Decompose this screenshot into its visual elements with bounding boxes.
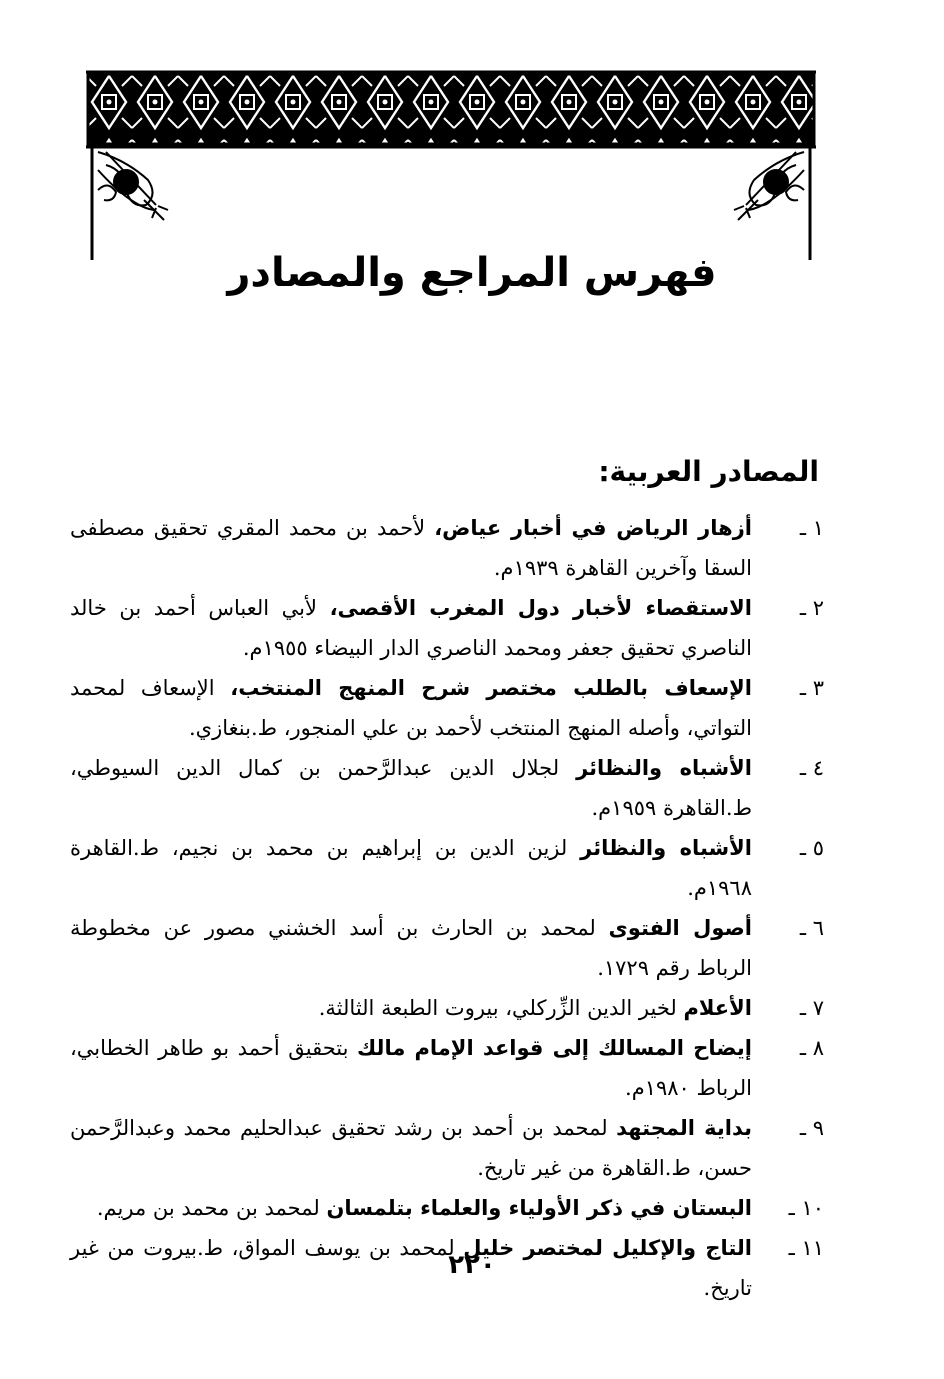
entry-number: ٤ ـ (799, 756, 824, 780)
left-corner-flourish (98, 152, 168, 220)
entry-details: الإسعاف لمحمد التواتي، وأصله المنهج المنتخب لأحمد بن علي المنجور، ط.بنغازي. (70, 676, 752, 740)
entry-details: لمحمد بن الحارث بن أسد الخشني مصور عن مخطوطة الرباط رقم ١٧٢٩. (70, 916, 752, 980)
reference-entry (70, 828, 824, 908)
entry-text (70, 828, 752, 908)
entry-title: الإسعاف بالطلب مختصر شرح المنهج المنتخب، (230, 676, 752, 700)
entry-details: لجلال الدين عبدالرَّحمن بن كمال الدين السيوطي، ط.القاهرة ١٩٥٩م. (70, 756, 752, 820)
reference-entry (70, 508, 824, 588)
entry-text (70, 668, 752, 748)
reference-entry (70, 748, 824, 828)
entry-text (70, 988, 752, 1028)
entry-text (70, 1108, 752, 1188)
page-number: ٢٢٠ (448, 1250, 496, 1280)
entry-details: لأحمد بن محمد المقري تحقيق مصطفى السقا وآخرين القاهرة ١٩٣٩م. (70, 516, 752, 580)
entry-number: ٥ ـ (799, 836, 824, 860)
entry-details: لزين الدين بن إبراهيم بن محمد بن نجيم، ط.القاهرة ١٩٦٨م. (70, 836, 752, 900)
entry-text (70, 588, 752, 668)
entry-number: ١ ـ (799, 516, 824, 540)
right-corner-flourish (734, 152, 804, 220)
entry-title: الأشباه والنظائر (580, 836, 752, 860)
entry-text (70, 508, 752, 588)
reference-entry (70, 988, 824, 1028)
reference-entry (70, 1028, 824, 1108)
reference-entry (70, 588, 824, 668)
decorative-header-frame (86, 70, 816, 265)
entry-details: لمحمد بن محمد بن مريم. (96, 1196, 327, 1220)
entry-title: أصول الفتوى (608, 916, 752, 940)
entry-details: لأبي العباس أحمد بن خالد الناصري تحقيق جعفر ومحمد الناصري الدار البيضاء ١٩٥٥م. (70, 596, 752, 660)
entry-number: ٧ ـ (799, 996, 824, 1020)
entry-title: التاج والإكليل لمختصر خليل (463, 1236, 752, 1260)
entry-text (70, 908, 752, 988)
entry-details: لمحمد بن أحمد بن رشد تحقيق عبدالحليم محمد وعبدالرَّحمن حسن، ط.القاهرة من غير تاريخ. (70, 1116, 752, 1180)
entry-title: الأعلام (683, 996, 752, 1020)
entry-title: الأشباه والنظائر (576, 756, 752, 780)
reference-entry (70, 1108, 824, 1188)
entry-details: لخير الدين الزِّركلي، بيروت الطبعة الثالثة. (318, 996, 684, 1020)
entry-details: لمحمد بن يوسف المواق، ط.بيروت من غير تاريخ. (70, 1236, 752, 1300)
references-list (70, 508, 824, 1308)
page-title: فهرس المراجع والمصادر (227, 250, 717, 296)
section-heading: المصادر العربية: (598, 455, 819, 488)
entry-title: بداية المجتهد (616, 1116, 752, 1140)
entry-number: ١٠ ـ (788, 1196, 824, 1220)
entry-title: الاستقصاء لأخبار دول المغرب الأقصى، (329, 596, 752, 620)
entry-number: ٦ ـ (799, 916, 824, 940)
entry-text (70, 1028, 752, 1108)
entry-number: ١١ ـ (788, 1236, 824, 1260)
entry-text (70, 748, 752, 828)
entry-title: البستان في ذكر الأولياء والعلماء بتلمسان (326, 1196, 752, 1220)
reference-entry (70, 908, 824, 988)
reference-entry (70, 668, 824, 748)
entry-number: ٩ ـ (799, 1116, 824, 1140)
entry-number: ٣ ـ (799, 676, 824, 700)
entry-number: ٢ ـ (799, 596, 824, 620)
entry-text (70, 1188, 752, 1228)
entry-details: بتحقيق أحمد بو طاهر الخطابي، الرباط ١٩٨٠م. (70, 1036, 752, 1100)
entry-title: إيضاح المسالك إلى قواعد الإمام مالك (357, 1036, 752, 1060)
reference-entry (70, 1188, 824, 1228)
entry-title: أزهار الرياض في أخبار عياض، (434, 516, 752, 540)
entry-number: ٨ ـ (799, 1036, 824, 1060)
